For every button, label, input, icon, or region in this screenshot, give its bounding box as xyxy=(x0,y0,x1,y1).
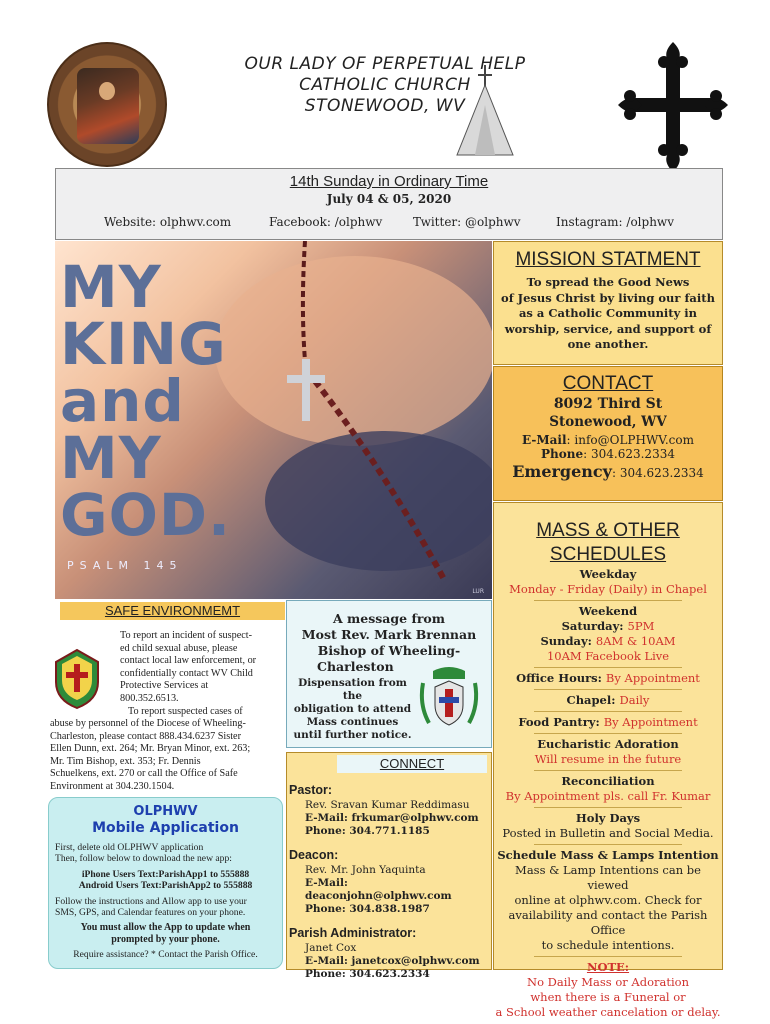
reconciliation-title: Reconciliation xyxy=(561,774,655,788)
image-credit: LUR xyxy=(472,588,484,595)
safe-text-line: Ellen Dunn, ext. 264; Mr. Bryan Minor, ext. 263; xyxy=(50,743,251,755)
message-line: Most Rev. Mark Brennan xyxy=(301,627,477,642)
contact-box xyxy=(493,366,723,501)
church-steeple-icon xyxy=(445,65,515,160)
weekday-schedule: Monday - Friday (Daily) in Chapel xyxy=(509,582,707,596)
safe-text-line: To report suspected cases of xyxy=(128,705,243,717)
divider xyxy=(534,807,682,808)
message-body-line: obligation to attend xyxy=(293,703,412,715)
contact-address: 8092 Third St xyxy=(553,396,663,412)
office-hours: Office Hours: By Appointment xyxy=(516,671,700,685)
note-line: a School weather cancelation or delay. xyxy=(495,1005,721,1019)
chapel-hours: Chapel: Daily xyxy=(566,693,650,707)
contact-heading: CONTACT xyxy=(562,373,654,394)
title-line-2: CATHOLIC CHURCH xyxy=(299,75,471,95)
facebook-link[interactable]: Facebook: /olphwv xyxy=(269,215,383,229)
bulletin-date: July 04 & 05, 2020 xyxy=(326,192,452,206)
divider xyxy=(534,600,682,601)
app-text: SMS, GPS, and Calendar features on your phone. xyxy=(55,907,246,919)
app-text: First, delete old OLPHWV application xyxy=(55,842,204,853)
admin-role: Parish Administrator: xyxy=(289,926,417,940)
liturgical-sunday: 14th Sunday in Ordinary Time xyxy=(289,173,489,190)
divider xyxy=(534,844,682,845)
reconciliation-schedule: By Appointment pls. call Fr. Kumar xyxy=(505,789,711,803)
android-instructions: Android Users Text:ParishApp2 to 555888 xyxy=(78,880,253,892)
facebook-live: 10AM Facebook Live xyxy=(546,649,670,663)
message-body-line: until further notice. xyxy=(293,729,412,741)
message-line: Charleston xyxy=(317,659,394,674)
bishop-message-box xyxy=(286,600,492,748)
safe-text-line: Environment at 304.230.1504. xyxy=(50,780,175,792)
note-line: No Daily Mass or Adoration xyxy=(527,975,689,989)
mission-heading: MISSION STATMENT xyxy=(515,249,701,270)
admin-name: Janet Cox xyxy=(305,942,357,954)
mission-line: worship, service, and support of xyxy=(504,321,712,336)
admin-email[interactable]: E-Mail: janetcox@olphwv.com xyxy=(305,955,480,967)
schedules-heading: MASS & OTHER SCHEDULES xyxy=(536,520,680,565)
holy-days-title: Holy Days xyxy=(575,811,641,825)
message-body-line: Dispensation from the xyxy=(298,677,407,702)
website-link[interactable]: Website: olphwv.com xyxy=(104,215,232,229)
divider xyxy=(534,770,682,771)
safe-text-line: abuse by personnel of the Diocese of Wheeling- xyxy=(50,718,246,729)
app-text: Follow the instructions and Allow app to use your xyxy=(55,895,247,907)
mission-line: To spread the Good News xyxy=(526,275,690,289)
mission-line: of Jesus Christ by living our faith xyxy=(501,290,715,305)
diocese-coat-of-arms-icon xyxy=(48,648,106,710)
adoration-schedule: Will resume in the future xyxy=(534,752,682,766)
admin-phone[interactable]: Phone: 304.623.2334 xyxy=(305,968,430,980)
safe-text-line: Mr. Tim Bishop, ext. 353; Fr. Dennis xyxy=(50,755,201,767)
app-assistance: Require assistance? * Contact the Parish Office. xyxy=(73,949,258,961)
app-warning: You must allow the App to update when xyxy=(80,922,251,934)
mobile-app-box xyxy=(48,797,283,969)
parish-seal-icon xyxy=(47,42,167,167)
sunday-schedule: Sunday: 8AM & 10AM xyxy=(540,634,676,648)
deacon-name: Rev. Mr. John Yaquinta xyxy=(305,864,426,876)
pastor-role: Pastor: xyxy=(289,783,333,797)
mission-line: as a Catholic Community in xyxy=(518,306,698,320)
message-line: A message from xyxy=(333,611,445,626)
hero-caption: MY KING and MY GOD. xyxy=(60,253,232,549)
mission-box xyxy=(493,241,723,365)
connect-box xyxy=(286,752,492,980)
deacon-role: Deacon: xyxy=(289,848,339,862)
safe-text-line: Schuelkens, ext. 270 or call the Office of Safe xyxy=(50,768,238,780)
intention-title: Schedule Mass & Lamps Intention xyxy=(497,848,719,862)
hero-image xyxy=(55,241,492,599)
contact-email[interactable]: E-Mail: info@OLPHWV.com xyxy=(521,433,694,447)
contact-phone[interactable]: Phone: 304.623.2334 xyxy=(541,447,675,461)
safe-text-line: 800.352.6513. xyxy=(120,692,179,704)
divider xyxy=(534,733,682,734)
title-line-1: OUR LADY OF PERPETUAL HELP xyxy=(244,54,526,74)
safe-text-line: ed child sexual abuse, please xyxy=(120,642,238,654)
safe-environment-box xyxy=(48,600,283,795)
app-subtitle: Mobile Application xyxy=(92,820,239,836)
app-title: OLPHWV xyxy=(133,804,198,819)
date-bar xyxy=(55,168,723,240)
safe-text-line: contact local law enforcement, or xyxy=(120,655,257,667)
divider xyxy=(534,956,682,957)
intention-line: online at olphwv.com. Check for xyxy=(514,893,702,907)
emergency-phone[interactable]: Emergency: 304.623.2334 xyxy=(512,462,704,481)
mission-line: one another. xyxy=(567,337,649,351)
pastor-email[interactable]: E-Mail: frkumar@olphwv.com xyxy=(305,812,479,824)
note-line: when there is a Funeral or xyxy=(530,990,686,1004)
connect-heading: CONNECT xyxy=(337,755,487,773)
deacon-phone[interactable]: Phone: 304.838.1987 xyxy=(305,903,430,915)
app-warning: prompted by your phone. xyxy=(111,933,220,945)
fleur-de-lis-cross-icon xyxy=(618,42,728,172)
message-body-line: Mass continues xyxy=(306,716,399,728)
divider xyxy=(534,711,682,712)
safe-text-line: Charleston, please contact 888.434.6237 Sister xyxy=(50,730,241,742)
saturday-schedule: Saturday: 5PM xyxy=(561,619,655,633)
safe-text-line: To report an incident of suspect- xyxy=(120,630,252,641)
adoration-title: Eucharistic Adoration xyxy=(537,737,679,751)
weekend-title: Weekend xyxy=(578,604,638,618)
note-title: NOTE: xyxy=(586,960,630,974)
app-text: Then, follow below to download the new app: xyxy=(55,853,232,865)
title-line-3: STONEWOOD, WV xyxy=(304,96,466,116)
psalm-reference: PSALM 145 xyxy=(67,559,183,572)
weekday-title: Weekday xyxy=(579,567,637,581)
safe-environment-heading: SAFE ENVIRONMEMT xyxy=(60,602,285,620)
safe-text-line: Protective Services at xyxy=(120,680,209,692)
holy-days-info: Posted in Bulletin and Social Media. xyxy=(502,826,714,840)
iphone-instructions: iPhone Users Text:ParishApp1 to 555888 xyxy=(81,868,250,880)
safe-text-line: confidentially contact WV Child xyxy=(120,667,253,679)
intention-line: Mass & Lamp Intentions can be viewed xyxy=(515,863,701,892)
schedules-box xyxy=(493,502,723,1019)
pastor-name: Rev. Sravan Kumar Reddimasu xyxy=(305,799,470,811)
pastor-phone[interactable]: Phone: 304.771.1185 xyxy=(305,825,430,837)
divider xyxy=(534,689,682,690)
food-pantry: Food Pantry: By Appointment xyxy=(518,715,698,729)
bishop-coat-of-arms-icon xyxy=(417,665,482,733)
instagram-link[interactable]: Instagram: /olphwv xyxy=(556,215,674,229)
intention-line: availability and contact the Parish Office xyxy=(508,908,708,937)
message-line: Bishop of Wheeling- xyxy=(317,643,461,658)
twitter-link[interactable]: Twitter: @olphwv xyxy=(413,215,521,229)
madonna-icon xyxy=(77,68,139,144)
contact-city: Stonewood, WV xyxy=(549,414,667,430)
divider xyxy=(534,667,682,668)
intention-line: to schedule intentions. xyxy=(541,938,675,952)
deacon-email[interactable]: E-Mail: deaconjohn@olphwv.com xyxy=(305,877,452,902)
parish-title xyxy=(180,54,590,117)
